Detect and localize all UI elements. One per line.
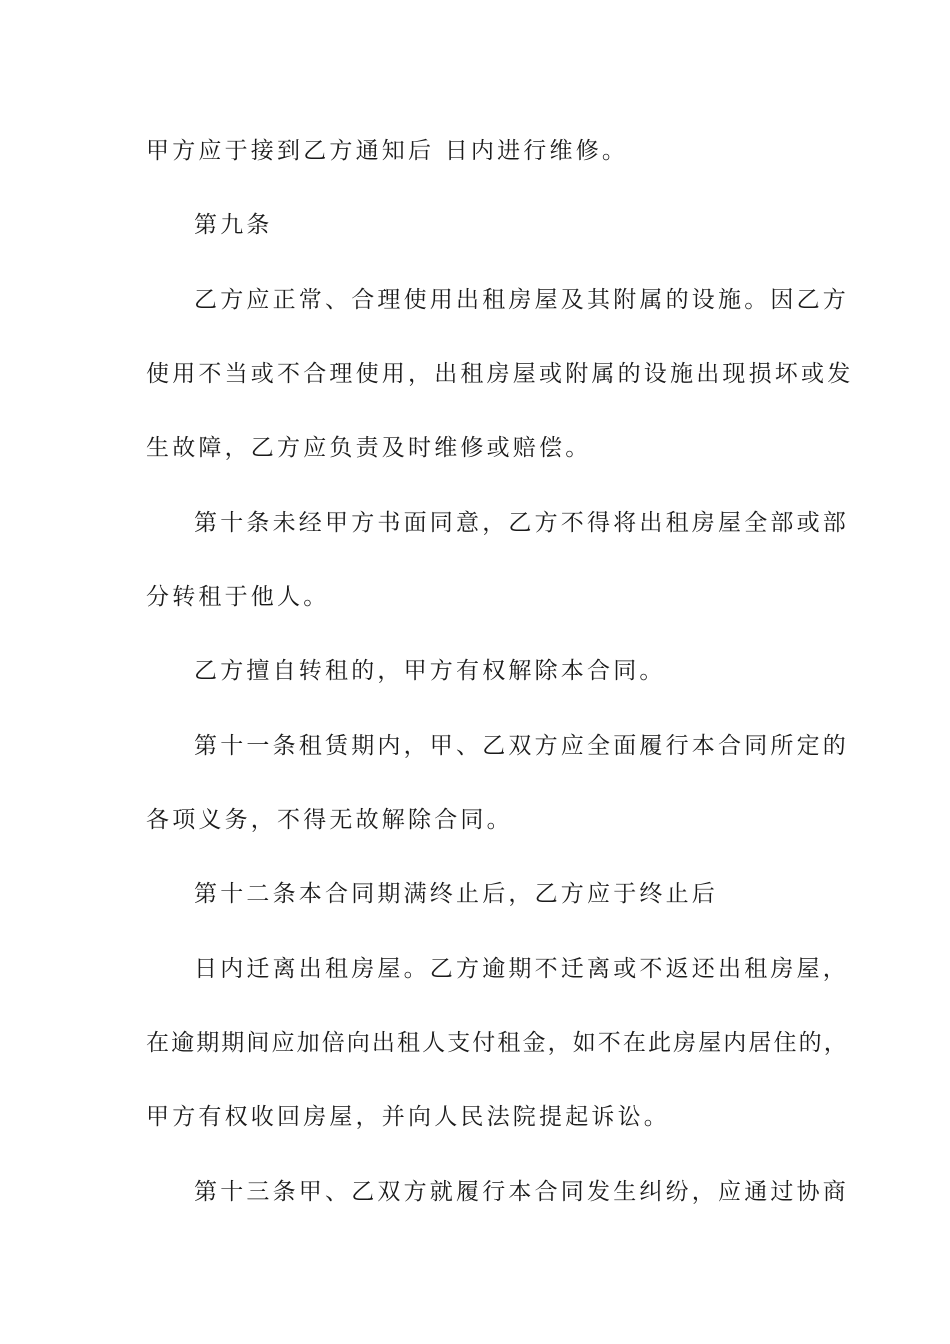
article-10-line-2: 分转租于他人。 bbox=[146, 584, 330, 610]
article-12-line-2: 日内迁离出租房屋。乙方逾期不迁离或不返还出租房屋， bbox=[194, 956, 849, 982]
article-10-line-1: 第十条未经甲方书面同意，乙方不得将出租房屋全部或部 bbox=[194, 510, 849, 536]
text-line-1: 甲方应于接到乙方通知后 日内进行维修。 bbox=[146, 138, 629, 164]
article-11-line-1: 第十一条租赁期内，甲、乙双方应全面履行本合同所定的 bbox=[194, 733, 849, 759]
article-12-line-1: 第十二条本合同期满终止后，乙方应于终止后 bbox=[194, 881, 718, 907]
article-12-line-4: 甲方有权收回房屋，并向人民法院提起诉讼。 bbox=[146, 1104, 670, 1130]
article-9-heading: 第九条 bbox=[194, 212, 273, 238]
text-line-5: 生故障，乙方应负责及时维修或赔偿。 bbox=[146, 435, 592, 461]
text-line-4: 使用不当或不合理使用，出租房屋或附属的设施出现损坏或发 bbox=[146, 361, 854, 387]
article-12-line-3: 在逾期期间应加倍向出租人支付租金，如不在此房屋内居住的， bbox=[146, 1030, 849, 1056]
article-11-line-2: 各项义务，不得无故解除合同。 bbox=[146, 807, 513, 833]
text-line-8: 乙方擅自转租的，甲方有权解除本合同。 bbox=[194, 658, 666, 684]
article-13-line-1: 第十三条甲、乙双方就履行本合同发生纠纷，应通过协商 bbox=[194, 1179, 849, 1205]
text-line-3: 乙方应正常、合理使用出租房屋及其附属的设施。因乙方 bbox=[194, 287, 849, 313]
